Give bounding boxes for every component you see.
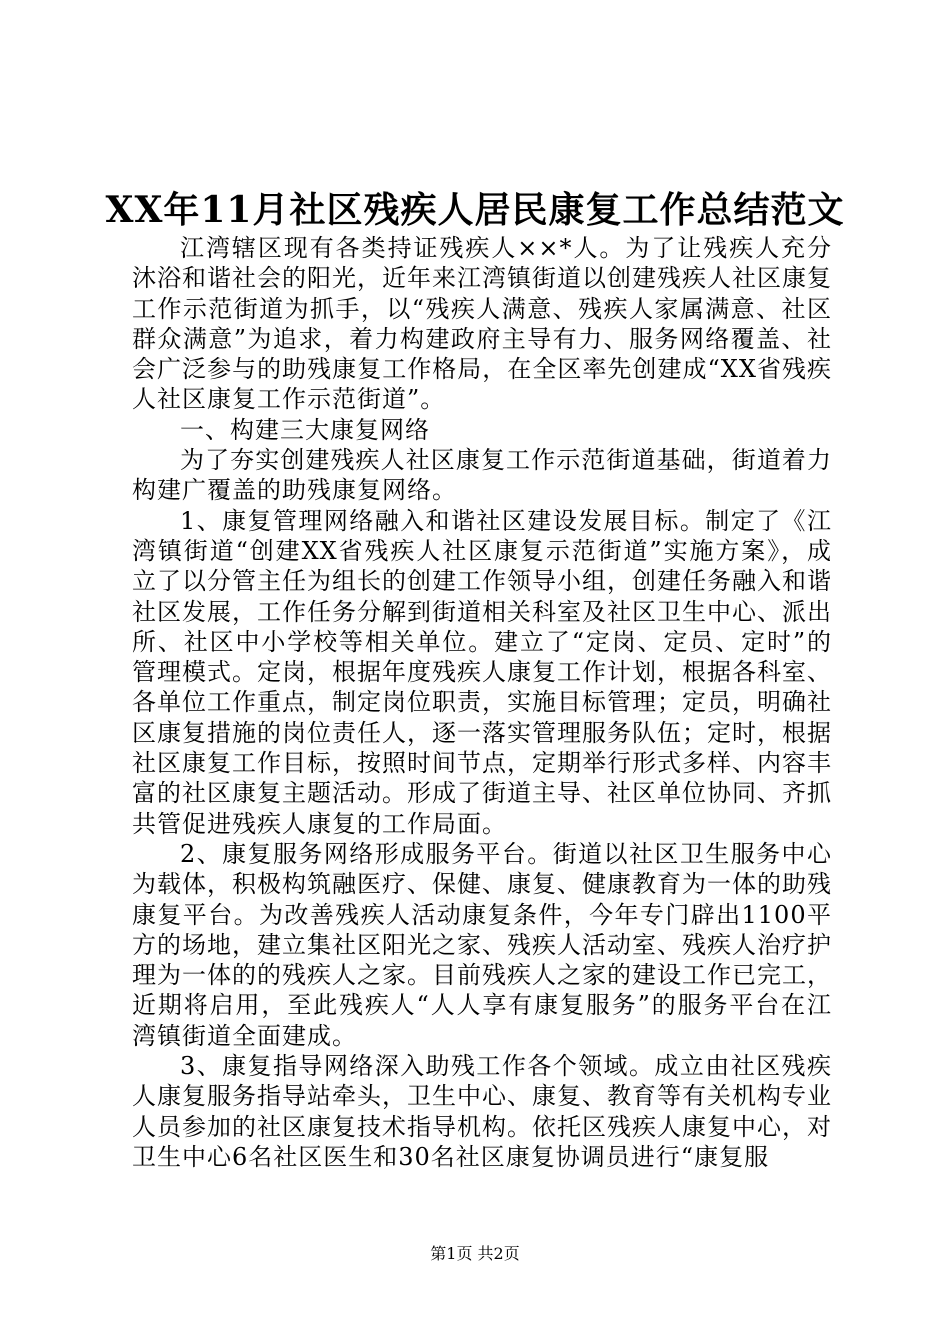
page-footer: 第1页 共2页 <box>430 1244 520 1263</box>
paragraph-item-3: 3、康复指导网络深入助残工作各个领域。成立由社区残疾人康复服务指导站牵头，卫生中心、康复、教育等有关机构专业人员参加的社区康复技术指导机构。依托区残疾人康复中心，对卫生中心6名社区医生和30名社区康复协调员进行“康复服 <box>132 1052 832 1171</box>
paragraph-section-intro: 为了夯实创建残疾人社区康复工作示范街道基础，街道着力构建广覆盖的助残康复网络。 <box>132 446 832 505</box>
page-title: XX年11月社区残疾人居民康复工作总结范文 <box>105 189 845 231</box>
document-body <box>132 233 832 1172</box>
paragraph-intro: 江湾辖区现有各类持证残疾人××*人。为了让残疾人充分沐浴和谐社会的阳光，近年来江湾镇街道以创建残疾人社区康复工作示范街道为抓手，以“残疾人满意、残疾人家属满意、社区群众满意”为追求，着力构建政府主导有力、服务网络覆盖、社会广泛参与的助残康复工作格局，在全区率先创建成“XX省残疾人社区康复工作示范街道”。 <box>132 234 832 414</box>
paragraph-item-1: 1、康复管理网络融入和谐社区建设发展目标。制定了《江湾镇街道“创建XX省残疾人社区康复示范街道”实施方案》，成立了以分管主任为组长的创建工作领导小组，创建任务融入和谐社区发展，工作任务分解到街道相关科室及社区卫生中心、派出所、社区中小学校等相关单位。建立了“定岗、定员、定时”的管理模式。定岗，根据年度残疾人康复工作计划，根据各科室、各单位工作重点，制定岗位职责，实施目标管理；定员，明确社区康复措施的岗位责任人，逐一落实管理服务队伍；定时，根据社区康复工作目标，按照时间节点，定期举行形式多样、内容丰富的社区康复主题活动。形成了街道主导、社区单位协同、齐抓共管促进残疾人康复的工作局面。 <box>132 506 832 838</box>
paragraph-item-2: 2、康复服务网络形成服务平台。街道以社区卫生服务中心为载体，积极构筑融医疗、保健、康复、健康教育为一体的助残康复平台。为改善残疾人活动康复条件，今年专门辟出1100平方的场地，建立集社区阳光之家、残疾人活动室、残疾人治疗护理为一体的的残疾人之家。目前残疾人之家的建设工作已完工，近期将启用，至此残疾人“人人享有康复服务”的服务平台在江湾镇街道全面建成。 <box>132 839 832 1050</box>
section-heading: 一、构建三大康复网络 <box>180 415 430 444</box>
